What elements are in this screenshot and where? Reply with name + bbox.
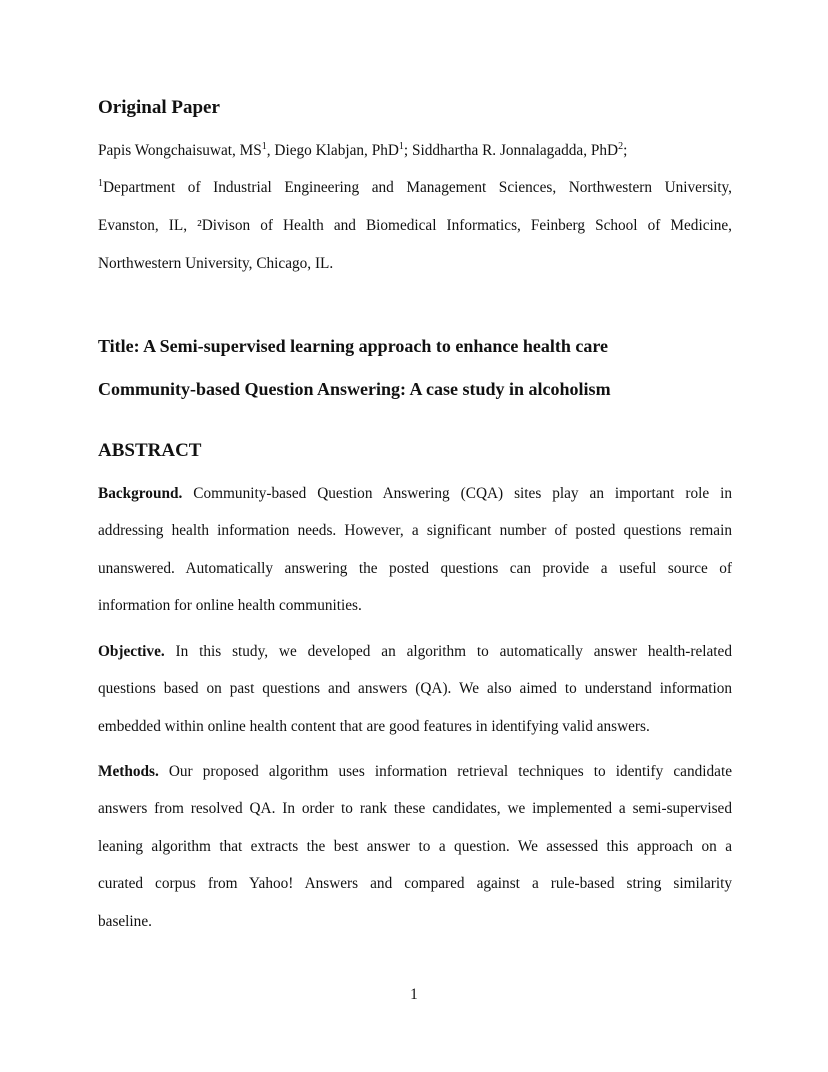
methods-line-1 (98, 762, 732, 782)
paper-title-line-2: Community-based Question Answering: A case study in alcoholism (98, 379, 611, 399)
page-number: 1 (410, 986, 418, 1003)
author-line-end: ; (623, 142, 628, 159)
methods-text-1: Our proposed algorithm uses information retrieval techniques to identify candidate (158, 763, 732, 780)
methods-line-2: answers from resolved QA. In order to rank these candidates, we implemented a semi-supervised (98, 800, 732, 817)
methods-lead: Methods. (98, 763, 159, 780)
author-3-affiliation-marker: 2 (618, 140, 624, 152)
affiliation-line-2: Evanston, IL, ²Divison of Health and Biomedical Informatics, Feinberg School of Medicine, (98, 217, 732, 234)
affiliation-text-1: Department of Industrial Engineering and Management Sciences, Northwestern University, (103, 179, 732, 196)
objective-line-3: embedded within online health content that are good features in identifying valid answers. (98, 718, 650, 735)
objective-line-1 (98, 642, 732, 662)
methods-line-5: baseline. (98, 913, 152, 930)
methods-line-4: curated corpus from Yahoo! Answers and compared against a rule-based string similarity (98, 875, 732, 892)
background-line-4: information for online health communities. (98, 597, 362, 614)
author-2-affiliation-marker: 1 (398, 140, 404, 152)
paper-type-label: Original Paper (98, 97, 220, 118)
author-1: Papis Wongchaisuwat, MS (98, 142, 262, 159)
abstract-heading: ABSTRACT (98, 440, 202, 461)
affiliation-marker-1: 1 (98, 177, 103, 189)
background-line-2: addressing health information needs. However, a significant number of posted questions remain (98, 522, 732, 539)
objective-line-2: questions based on past questions and answers (QA). We also aimed to understand information (98, 680, 732, 697)
background-text-1: Community-based Question Answering (CQA) sites play an important role in (182, 485, 732, 502)
objective-text-1: In this study, we developed an algorithm to automatically answer health-related (164, 643, 732, 660)
background-line-3: unanswered. Automatically answering the posted questions can provide a useful source of (98, 560, 732, 577)
affiliation-line-1 (98, 178, 732, 198)
author-2: , Diego Klabjan, PhD (266, 142, 399, 159)
methods-line-3: leaning algorithm that extracts the best answer to a question. We assessed this approach on a (98, 838, 732, 855)
author-1-affiliation-marker: 1 (261, 140, 267, 152)
background-lead: Background. (98, 485, 183, 502)
paper-title-line-1: Title: A Semi-supervised learning approach to enhance health care (98, 336, 609, 356)
author-line (98, 141, 732, 161)
background-line-1 (98, 484, 732, 504)
affiliation-line-3: Northwestern University, Chicago, IL. (98, 255, 334, 272)
objective-lead: Objective. (98, 643, 165, 660)
author-3: ; Siddhartha R. Jonnalagadda, PhD (403, 142, 619, 159)
